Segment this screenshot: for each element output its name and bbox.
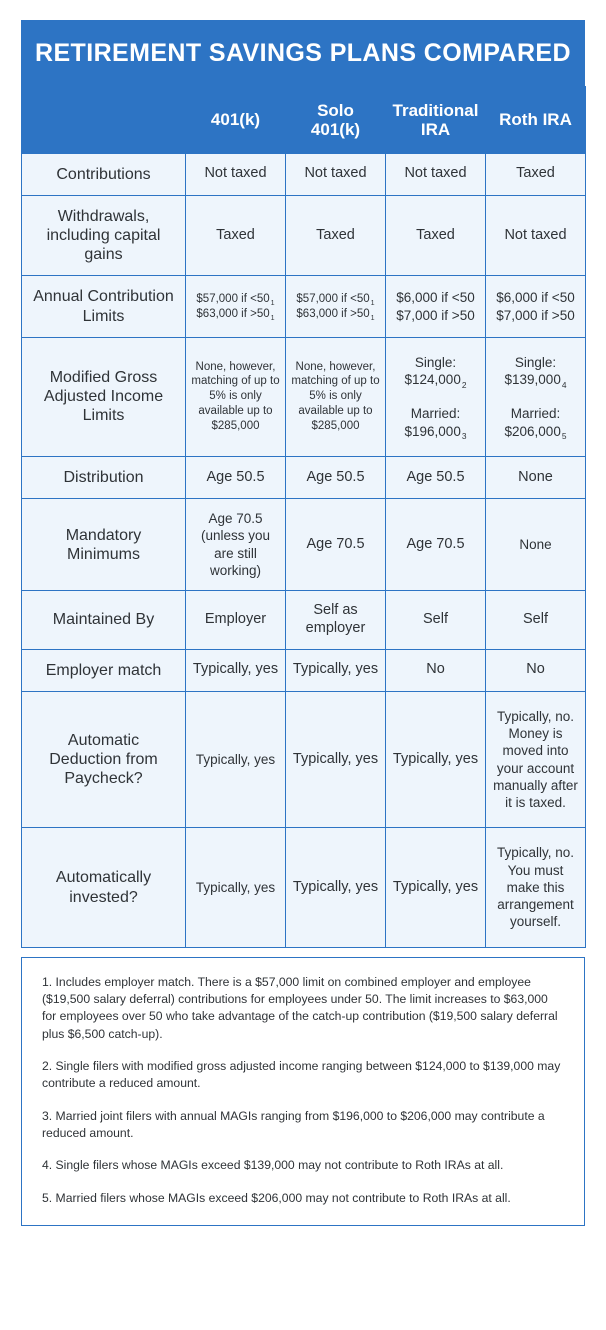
table-row [22, 457, 586, 499]
row-label-5: Distribution [22, 457, 186, 499]
row-label-7: Maintained By [22, 591, 186, 649]
footnote-marker: 1 [370, 313, 375, 322]
table-row [22, 649, 586, 691]
table-row [22, 591, 586, 649]
column-header-401k: 401(k) [186, 86, 286, 153]
table-row [22, 828, 586, 947]
column-header-solo-401k: Solo 401(k) [286, 86, 386, 153]
cell-401k-row-1: Not taxed [186, 153, 286, 195]
cell-solo-401k-row-1: Not taxed [286, 153, 386, 195]
cell-traditional-ira-row-8: No [386, 649, 486, 691]
cell-solo-401k-row-8: Typically, yes [286, 649, 386, 691]
footnote-marker: 5 [561, 431, 567, 442]
cell-traditional-ira-row-6: Age 70.5 [386, 499, 486, 591]
cell-traditional-ira-row-1: Not taxed [386, 153, 486, 195]
footnote-marker: 1 [270, 298, 275, 307]
cell-401k-row-6: Age 70.5 (unless you are still working) [186, 499, 286, 591]
footnote-marker: 2 [461, 379, 467, 390]
cell-roth-ira-row-5: None [486, 457, 586, 499]
table-row [22, 153, 586, 195]
table-row [22, 499, 586, 591]
row-label-9: Automatic Deduction from Paycheck? [22, 691, 186, 828]
table-header-row [22, 86, 586, 153]
table-row [22, 195, 586, 276]
table-row [22, 276, 586, 337]
cell-401k-row-4: None, however, matching of up to 5% is only available up to $285,000 [186, 337, 286, 456]
row-label-10: Automatically invested? [22, 828, 186, 947]
cell-401k-row-10: Typically, yes [186, 828, 286, 947]
cell-solo-401k-row-6: Age 70.5 [286, 499, 386, 591]
cell-401k-row-8: Typically, yes [186, 649, 286, 691]
cell-401k-row-2: Taxed [186, 195, 286, 276]
cell-traditional-ira-row-2: Taxed [386, 195, 486, 276]
cell-roth-ira-row-6: None [486, 499, 586, 591]
footnote-1: 1. Includes employer match. There is a $57,000 limit on combined employer and employee ($19,500 salary deferral) contributions for employees under 50. The limit increases to $63,000 for employees over 50 who take advantage of the catch-up contribution ($19,500 salary deferral plus $6,500 catch-up). [42, 974, 558, 1041]
footnote-marker: 4 [561, 379, 567, 390]
cell-traditional-ira-row-3: $6,000 if <50 $7,000 if >50 [386, 276, 486, 337]
cell-roth-ira-row-3: $6,000 if <50 $7,000 if >50 [486, 276, 586, 337]
footnote-3: 3. Married joint filers with annual MAGIs ranging from $196,000 to $206,000 may contribute a reduced amount. [42, 1108, 545, 1141]
row-label-2: Withdrawals, including capital gains [22, 195, 186, 276]
cell-traditional-ira-row-10: Typically, yes [386, 828, 486, 947]
cell-solo-401k-row-4: None, however, matching of up to 5% is only available up to $285,000 [286, 337, 386, 456]
table-body [22, 153, 586, 947]
comparison-table [21, 86, 586, 948]
infographic-root [21, 20, 585, 1226]
footnotes-box [21, 957, 585, 1226]
cell-401k-row-9: Typically, yes [186, 691, 286, 828]
table-header [22, 86, 586, 153]
row-label-8: Employer match [22, 649, 186, 691]
cell-roth-ira-row-1: Taxed [486, 153, 586, 195]
cell-traditional-ira-row-5: Age 50.5 [386, 457, 486, 499]
page-title: RETIREMENT SAVINGS PLANS COMPARED [21, 20, 585, 86]
column-header-corner [22, 86, 186, 153]
table-row [22, 337, 586, 456]
footnote-5: 5. Married filers whose MAGIs exceed $206,000 may not contribute to Roth IRAs at all. [42, 1190, 511, 1205]
cell-solo-401k-row-10: Typically, yes [286, 828, 386, 947]
footnote-marker: 1 [270, 313, 275, 322]
cell-roth-ira-row-9: Typically, no. Money is moved into your account manually after it is taxed. [486, 691, 586, 828]
cell-401k-row-5: Age 50.5 [186, 457, 286, 499]
cell-roth-ira-row-7: Self [486, 591, 586, 649]
row-label-1: Contributions [22, 153, 186, 195]
footnote-4: 4. Single filers whose MAGIs exceed $139,000 may not contribute to Roth IRAs at all. [42, 1158, 504, 1173]
cell-solo-401k-row-7: Self as employer [286, 591, 386, 649]
footnote-marker: 3 [461, 431, 467, 442]
cell-solo-401k-row-2: Taxed [286, 195, 386, 276]
cell-roth-ira-row-10: Typically, no. You must make this arrangement yourself. [486, 828, 586, 947]
cell-401k-row-7: Employer [186, 591, 286, 649]
cell-roth-ira-row-2: Not taxed [486, 195, 586, 276]
row-label-4: Modified Gross Adjusted Income Limits [22, 337, 186, 456]
footnote-marker: 1 [370, 298, 375, 307]
table-row [22, 691, 586, 828]
cell-401k-row-3: $57,000 if $<50_1$ $63,000 if $>50_1$ [186, 276, 286, 337]
column-header-roth-ira: Roth IRA [486, 86, 586, 153]
cell-traditional-ira-row-4: Single: $\$124,000_2$ Married: $\$196,000_3$ [386, 337, 486, 456]
cell-solo-401k-row-9: Typically, yes [286, 691, 386, 828]
section-gap [21, 948, 585, 957]
footnote-2: 2. Single filers with modified gross adjusted income ranging between $124,000 to $139,000 may contribute a reduced amount. [42, 1059, 561, 1091]
cell-traditional-ira-row-7: Self [386, 591, 486, 649]
cell-solo-401k-row-3: $57,000 if $<50_1$ $63,000 if $>50_1$ [286, 276, 386, 337]
cell-traditional-ira-row-9: Typically, yes [386, 691, 486, 828]
row-label-3: Annual Contribution Limits [22, 276, 186, 337]
cell-solo-401k-row-5: Age 50.5 [286, 457, 386, 499]
cell-roth-ira-row-8: No [486, 649, 586, 691]
column-header-traditional-ira: Traditional IRA [386, 86, 486, 153]
cell-roth-ira-row-4: Single: $\$139,000_4$ Married: $\$206,000_5$ [486, 337, 586, 456]
row-label-6: Mandatory Minimums [22, 499, 186, 591]
